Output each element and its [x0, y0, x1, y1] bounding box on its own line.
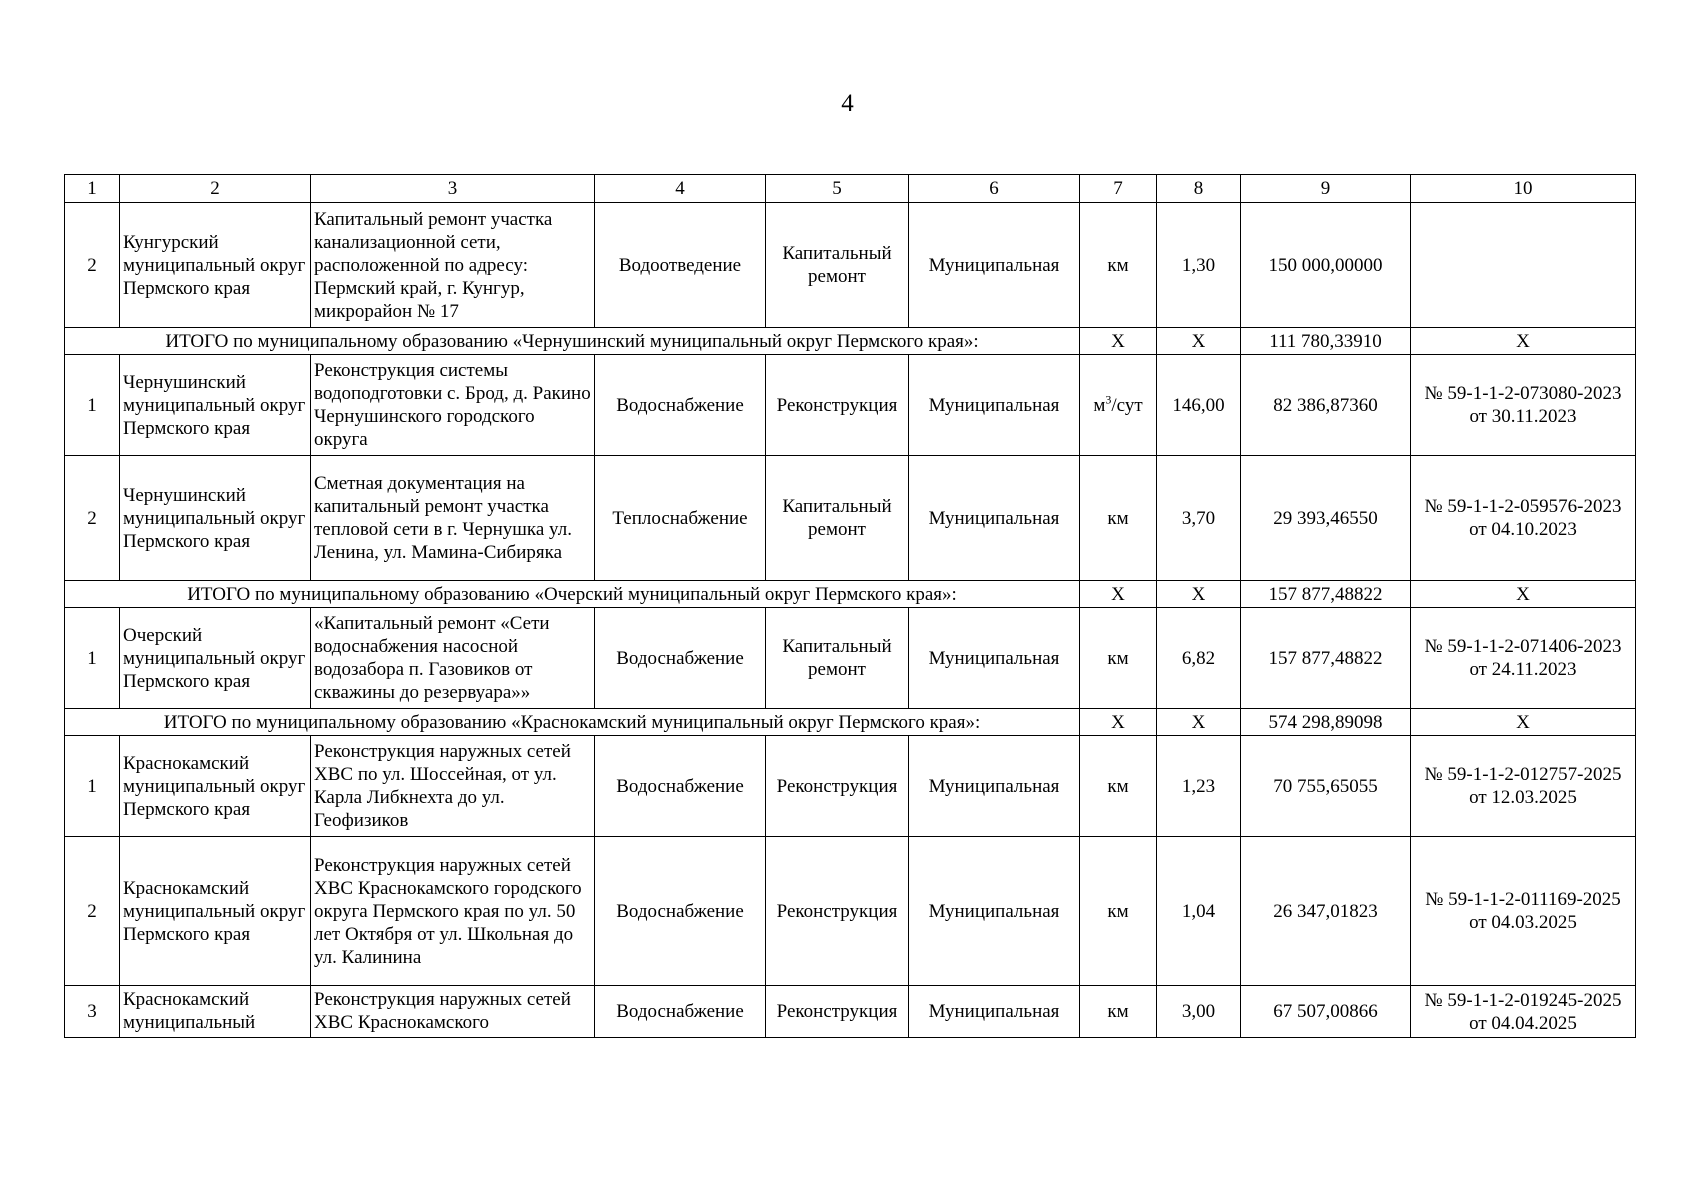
column-number: 5: [766, 175, 909, 203]
row-number: 2: [65, 837, 120, 986]
capacity-cell: X: [1157, 709, 1241, 736]
object-name-cell: Реконструкция системы водоподготовки с. Брод, д. Ракино Чернушинского городского округа: [311, 355, 595, 456]
capacity-cell: 1,04: [1157, 837, 1241, 986]
utility-type-cell: Водоотведение: [595, 203, 766, 328]
unit-cell: км: [1080, 456, 1157, 581]
table-row: [65, 203, 1636, 328]
cost-cell: 150 000,00000: [1241, 203, 1411, 328]
unit-cell: км: [1080, 986, 1157, 1038]
total-row: [65, 581, 1636, 608]
table-row: [65, 986, 1636, 1038]
cost-cell: 26 347,01823: [1241, 837, 1411, 986]
table-row: [65, 608, 1636, 709]
ownership-cell: Муниципальная: [909, 355, 1080, 456]
cost-cell: 70 755,65055: [1241, 736, 1411, 837]
unit-cell: X: [1080, 581, 1157, 608]
table-row: [65, 456, 1636, 581]
capacity-cell: 6,82: [1157, 608, 1241, 709]
expertise-date: от 24.11.2023: [1469, 659, 1577, 680]
capacity-cell: 1,30: [1157, 203, 1241, 328]
utility-type-cell: Водоснабжение: [595, 355, 766, 456]
municipality-cell: Кунгурский муниципальный округ Пермского края: [120, 203, 311, 328]
unit-cell: [1080, 355, 1157, 456]
ownership-cell: Муниципальная: [909, 986, 1080, 1038]
municipality-cell: Чернушинский муниципальный округ Пермского края: [120, 355, 311, 456]
utility-type-cell: Теплоснабжение: [595, 456, 766, 581]
total-cost-cell: 574 298,89098: [1241, 709, 1411, 736]
ownership-cell: Муниципальная: [909, 203, 1080, 328]
utility-type-cell: Водоснабжение: [595, 986, 766, 1038]
expertise-cell: [1411, 608, 1636, 709]
municipality-text: Краснокамский муниципальный: [123, 988, 256, 1033]
column-number: 2: [120, 175, 311, 203]
unit-cell: км: [1080, 203, 1157, 328]
column-number-row: [65, 175, 1636, 203]
column-number: 10: [1411, 175, 1636, 203]
column-number: 7: [1080, 175, 1157, 203]
ownership-cell: Муниципальная: [909, 608, 1080, 709]
expertise-date: от 04.10.2023: [1469, 519, 1577, 540]
work-type-cell: Реконструкция: [766, 355, 909, 456]
row-number: 2: [65, 203, 120, 328]
cost-cell: 67 507,00866: [1241, 986, 1411, 1038]
expertise-date: от 04.04.2025: [1469, 1012, 1577, 1034]
expertise-date: от 12.03.2025: [1469, 787, 1577, 808]
unit-superscript: 3: [1105, 392, 1112, 407]
column-number: 6: [909, 175, 1080, 203]
expertise-cell: [1411, 456, 1636, 581]
ownership-cell: Муниципальная: [909, 456, 1080, 581]
unit-cell: км: [1080, 736, 1157, 837]
row-number: 1: [65, 608, 120, 709]
unit-cell: км: [1080, 837, 1157, 986]
utility-type-cell: Водоснабжение: [595, 736, 766, 837]
ownership-cell: Муниципальная: [909, 837, 1080, 986]
expertise-cell: [1411, 203, 1636, 328]
object-name-cell: Реконструкция наружных сетей ХВС по ул. Шоссейная, от ул. Карла Либкнехта до ул. Геофизиков: [311, 736, 595, 837]
expertise-number: № 59-1-1-2-011169-2025: [1425, 889, 1621, 910]
table-row: [65, 355, 1636, 456]
capacity-cell: X: [1157, 328, 1241, 355]
total-row: [65, 328, 1636, 355]
capacity-cell: 3,70: [1157, 456, 1241, 581]
table-row: [65, 736, 1636, 837]
object-name-cell: Сметная документация на капитальный ремонт участка тепловой сети в г. Чернушка ул. Ленина, ул. Мамина-Сибиряка: [311, 456, 595, 581]
total-label: ИТОГО по муниципальному образованию «Краснокамский муниципальный округ Пермского края»:: [65, 709, 1080, 736]
cost-cell: 82 386,87360: [1241, 355, 1411, 456]
expertise-number: № 59-1-1-2-059576-2023: [1424, 496, 1622, 517]
unit-base: м: [1093, 394, 1106, 416]
work-type-cell: Капитальный ремонт: [766, 608, 909, 709]
expertise-cell: [1411, 736, 1636, 837]
expertise-cell: X: [1411, 328, 1636, 355]
total-row: [65, 709, 1636, 736]
unit-cell: X: [1080, 328, 1157, 355]
work-type-cell: Капитальный ремонт: [766, 456, 909, 581]
unit-rest: /сут: [1111, 394, 1143, 416]
row-number: 3: [65, 986, 120, 1038]
column-number: 9: [1241, 175, 1411, 203]
utility-type-cell: Водоснабжение: [595, 837, 766, 986]
unit-cell: км: [1080, 608, 1157, 709]
column-number: 3: [311, 175, 595, 203]
capacity-cell: 146,00: [1157, 355, 1241, 456]
expertise-number: № 59-1-1-2-073080-2023: [1424, 383, 1622, 404]
objects-table: [64, 174, 1636, 1038]
expertise-number: № 59-1-1-2-019245-2025: [1424, 989, 1622, 1011]
cost-cell: 157 877,48822: [1241, 608, 1411, 709]
page-number: 4: [841, 90, 854, 117]
total-cost-cell: 157 877,48822: [1241, 581, 1411, 608]
expertise-date: от 04.03.2025: [1469, 912, 1577, 933]
utility-type-cell: Водоснабжение: [595, 608, 766, 709]
row-number: 1: [65, 736, 120, 837]
work-type-cell: Реконструкция: [766, 736, 909, 837]
row-number: 2: [65, 456, 120, 581]
expertise-number: № 59-1-1-2-071406-2023: [1424, 636, 1622, 657]
municipality-cell: Краснокамский муниципальный округ Пермского края: [120, 837, 311, 986]
capacity-cell: 3,00: [1157, 986, 1241, 1038]
capacity-cell: 1,23: [1157, 736, 1241, 837]
expertise-cell: [1411, 355, 1636, 456]
column-number: 8: [1157, 175, 1241, 203]
capacity-cell: X: [1157, 581, 1241, 608]
expertise-cell: X: [1411, 709, 1636, 736]
ownership-cell: Муниципальная: [909, 736, 1080, 837]
expertise-cell: [1411, 837, 1636, 986]
object-name-cell: «Капитальный ремонт «Сети водоснабжения насосной водозабора п. Газовиков от скважины до резервуара»»: [311, 608, 595, 709]
work-type-cell: Реконструкция: [766, 837, 909, 986]
expertise-date: от 30.11.2023: [1469, 406, 1577, 427]
work-type-cell: Капитальный ремонт: [766, 203, 909, 328]
column-number: 1: [65, 175, 120, 203]
municipality-cell: Чернушинский муниципальный округ Пермского края: [120, 456, 311, 581]
expertise-cell: [1411, 986, 1636, 1038]
total-cost-cell: 111 780,33910: [1241, 328, 1411, 355]
object-name-cell: Капитальный ремонт участка канализационной сети, расположенной по адресу: Пермский край, г. Кунгур, микрорайон № 17: [311, 203, 595, 328]
expertise-number: № 59-1-1-2-012757-2025: [1424, 764, 1622, 785]
expertise-cell: X: [1411, 581, 1636, 608]
total-label: ИТОГО по муниципальному образованию «Чернушинский муниципальный округ Пермского края»:: [65, 328, 1080, 355]
municipality-cell: [120, 986, 311, 1038]
municipality-cell: Очерский муниципальный округ Пермского края: [120, 608, 311, 709]
object-name-text: Реконструкция наружных сетей ХВС Краснокамского: [314, 988, 571, 1033]
row-number: 1: [65, 355, 120, 456]
object-name-cell: [311, 986, 595, 1038]
unit-cell: X: [1080, 709, 1157, 736]
table-row: [65, 837, 1636, 986]
cost-cell: 29 393,46550: [1241, 456, 1411, 581]
work-type-cell: Реконструкция: [766, 986, 909, 1038]
object-name-cell: Реконструкция наружных сетей ХВС Краснокамского городского округа Пермского края по ул. 50 лет Октября от ул. Школьная до ул. Калинина: [311, 837, 595, 986]
total-label: ИТОГО по муниципальному образованию «Очерский муниципальный округ Пермского края»:: [65, 581, 1080, 608]
municipality-cell: Краснокамский муниципальный округ Пермского края: [120, 736, 311, 837]
column-number: 4: [595, 175, 766, 203]
